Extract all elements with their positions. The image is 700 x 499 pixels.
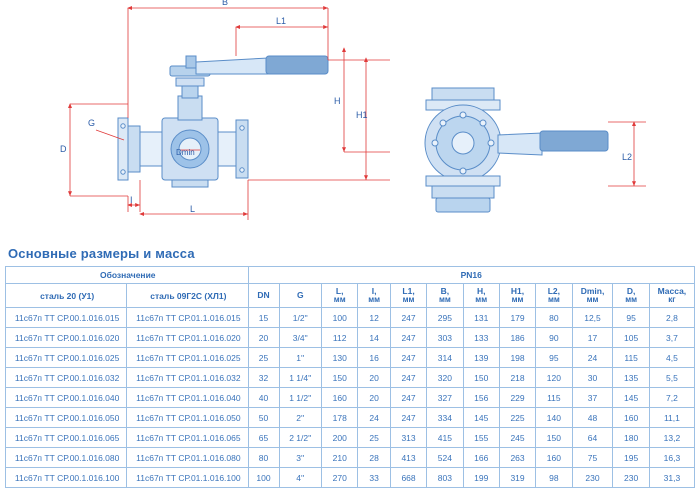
cell-i: 24 [358,408,391,428]
table-header-row-columns [6,284,695,308]
cell-dmin: 64 [572,428,613,448]
header-col-b [427,284,463,308]
cell-h1: 263 [499,448,535,468]
cell-h: 145 [463,408,499,428]
cell-h: 133 [463,328,499,348]
cell-g: 1/2'' [279,308,322,328]
cell-d: 115 [613,348,649,368]
header-col-l [322,284,358,308]
cell-h: 166 [463,448,499,468]
cell-b: 803 [427,468,463,488]
cell-steel20: 11с67п ТТ СР.00.1.016.025 [6,348,127,368]
cell-l: 150 [322,368,358,388]
technical-drawing [0,0,700,235]
cell-l1: 247 [390,388,426,408]
cell-h: 131 [463,308,499,328]
cell-dn: 15 [248,308,279,328]
cell-l2: 160 [536,448,572,468]
cell-b: 295 [427,308,463,328]
cell-dn: 20 [248,328,279,348]
table-row [6,328,695,348]
cell-g: 4'' [279,468,322,488]
cell-l2: 150 [536,428,572,448]
cell-i: 28 [358,448,391,468]
table-body [6,308,695,488]
header-unit-l2: мм [547,294,560,304]
cell-l: 270 [322,468,358,488]
cell-b: 303 [427,328,463,348]
cell-i: 20 [358,368,391,388]
cell-steel20: 11с67п ТТ СР.00.1.016.020 [6,328,127,348]
cell-steel09g2s: 11с67п ТТ СР.01.1.016.020 [127,328,248,348]
cell-h1: 319 [499,468,535,488]
cell-steel20: 11с67п ТТ СР.00.1.016.050 [6,408,127,428]
cell-i: 20 [358,388,391,408]
cell-l2: 115 [536,388,572,408]
header-unit-l1: мм [402,294,415,304]
cell-l1: 668 [390,468,426,488]
cell-dmin: 17 [572,328,613,348]
cell-h: 199 [463,468,499,488]
cell-i: 16 [358,348,391,368]
cell-b: 320 [427,368,463,388]
header-sym-dn: DN [257,290,270,301]
dim-label-D: D [60,144,67,154]
cell-d: 180 [613,428,649,448]
cell-steel09g2s: 11с67п ТТ СР.01.1.016.032 [127,368,248,388]
cell-dmin: 37 [572,388,613,408]
page-title: Основные размеры и масса [8,246,195,261]
header-unit-d: мм [625,294,638,304]
cell-b: 314 [427,348,463,368]
dim-label-G: G [88,118,96,128]
cell-dmin: 24 [572,348,613,368]
cell-d: 95 [613,308,649,328]
cell-b: 415 [427,428,463,448]
cell-h1: 186 [499,328,535,348]
header-unit-l: мм [333,294,346,304]
header-col-i [358,284,391,308]
cell-g: 3'' [279,448,322,468]
dim-label-H: H [334,96,341,106]
cell-d: 195 [613,448,649,468]
cell-steel20: 11с67п ТТ СР.00.1.016.080 [6,448,127,468]
cell-l1: 247 [390,308,426,328]
cell-l1: 313 [390,428,426,448]
cell-l2: 80 [536,308,572,328]
cell-h1: 179 [499,308,535,328]
header-unit-h: мм [475,294,488,304]
header-sym-dmin: Dmin, [580,286,605,296]
header-unit-b: мм [438,294,451,304]
cell-dn: 40 [248,388,279,408]
cell-dn: 100 [248,468,279,488]
header-sym-l: L, [335,286,344,296]
table-row [6,468,695,488]
cell-h1: 225 [499,408,535,428]
cell-steel20: 11с67п ТТ СР.00.1.016.065 [6,428,127,448]
header-col-g [279,284,322,308]
cell-l2: 140 [536,408,572,428]
header-sym-i: I, [371,286,377,296]
cell-mass: 3,7 [649,328,694,348]
cell-l: 100 [322,308,358,328]
table-row [6,388,695,408]
header-col-dn [248,284,279,308]
cell-dmin: 30 [572,368,613,388]
table-header-row-group [6,267,695,284]
cell-h1: 198 [499,348,535,368]
header-pressure-group: PN16 [248,267,695,284]
header-sym-mass: Масса, [657,286,687,296]
cell-dn: 65 [248,428,279,448]
cell-i: 12 [358,308,391,328]
cell-l1: 247 [390,348,426,368]
cell-d: 230 [613,468,649,488]
cell-g: 1 1/4'' [279,368,322,388]
cell-steel20: 11с67п ТТ СР.00.1.016.100 [6,468,127,488]
cell-l: 160 [322,388,358,408]
cell-mass: 31,3 [649,468,694,488]
cell-d: 145 [613,388,649,408]
cell-steel09g2s: 11с67п ТТ СР.01.1.016.100 [127,468,248,488]
cell-l2: 98 [536,468,572,488]
cell-steel09g2s: 11с67п ТТ СР.01.1.016.025 [127,348,248,368]
cell-mass: 5,5 [649,368,694,388]
cell-b: 327 [427,388,463,408]
dim-label-B: B [222,0,229,7]
cell-dn: 80 [248,448,279,468]
header-unit-i: мм [368,294,381,304]
cell-dmin: 230 [572,468,613,488]
cell-mass: 11,1 [649,408,694,428]
cell-steel20: 11с67п ТТ СР.00.1.016.040 [6,388,127,408]
dim-label-L: L [190,204,196,214]
cell-i: 25 [358,428,391,448]
header-col-steel09g2s: сталь 09Г2С (ХЛ1) [127,284,248,308]
header-unit-mass: кг [668,294,676,304]
cell-steel20: 11с67п ТТ СР.00.1.016.032 [6,368,127,388]
header-col-h1 [499,284,535,308]
cell-l: 210 [322,448,358,468]
cell-l1: 247 [390,368,426,388]
cell-steel09g2s: 11с67п ТТ СР.01.1.016.080 [127,448,248,468]
cell-l: 178 [322,408,358,428]
cell-dn: 25 [248,348,279,368]
table-row [6,408,695,428]
header-sym-g: G [296,290,304,301]
cell-h: 150 [463,368,499,388]
cell-steel20: 11с67п ТТ СР.00.1.016.015 [6,308,127,328]
cell-l1: 413 [390,448,426,468]
table-row [6,448,695,468]
cell-mass: 4,5 [649,348,694,368]
table-row [6,348,695,368]
cell-i: 14 [358,328,391,348]
table-row [6,308,695,328]
cell-g: 1'' [279,348,322,368]
cell-steel09g2s: 11с67п ТТ СР.01.1.016.040 [127,388,248,408]
dimensions-table-wrapper [5,266,695,488]
cell-mass: 13,2 [649,428,694,448]
cell-l2: 90 [536,328,572,348]
cell-d: 105 [613,328,649,348]
cell-g: 1 1/2'' [279,388,322,408]
cell-l2: 120 [536,368,572,388]
dim-label-L2: L2 [622,152,633,162]
cell-mass: 7,2 [649,388,694,408]
header-col-l1 [390,284,426,308]
header-col-h [463,284,499,308]
cell-i: 33 [358,468,391,488]
dim-label-H1: H1 [356,110,368,120]
cell-l1: 247 [390,408,426,428]
cell-steel09g2s: 11с67п ТТ СР.01.1.016.015 [127,308,248,328]
header-col-mass [649,284,694,308]
dim-label-Dmin: Dmin [176,148,195,157]
cell-g: 2'' [279,408,322,428]
cell-l: 112 [322,328,358,348]
cell-d: 135 [613,368,649,388]
cell-d: 160 [613,408,649,428]
header-col-d [613,284,649,308]
dimensions-table [5,266,695,488]
dim-label-I: I [130,195,133,205]
cell-l: 200 [322,428,358,448]
dim-label-L1: L1 [276,16,287,26]
header-sym-h: H, [476,286,486,296]
cell-mass: 16,3 [649,448,694,468]
cell-g: 2 1/2'' [279,428,322,448]
cell-l1: 247 [390,328,426,348]
cell-dmin: 48 [572,408,613,428]
cell-h: 156 [463,388,499,408]
cell-l2: 95 [536,348,572,368]
header-designation: Обозначение [6,267,249,284]
cell-l: 130 [322,348,358,368]
header-unit-dmin: мм [586,294,599,304]
header-sym-h1: H1, [510,286,525,296]
header-col-dmin [572,284,613,308]
header-sym-l2: L2, [547,286,560,296]
cell-steel09g2s: 11с67п ТТ СР.01.1.016.065 [127,428,248,448]
cell-dn: 50 [248,408,279,428]
cell-h1: 245 [499,428,535,448]
cell-dmin: 12,5 [572,308,613,328]
cell-g: 3/4'' [279,328,322,348]
cell-h: 139 [463,348,499,368]
cell-b: 524 [427,448,463,468]
cell-b: 334 [427,408,463,428]
cell-h1: 218 [499,368,535,388]
header-sym-d: D, [626,286,636,296]
table-row [6,428,695,448]
table-row [6,368,695,388]
cell-steel09g2s: 11с67п ТТ СР.01.1.016.050 [127,408,248,428]
cell-h1: 229 [499,388,535,408]
header-unit-h1: мм [511,294,524,304]
cell-mass: 2,8 [649,308,694,328]
cell-h: 155 [463,428,499,448]
header-col-steel20: сталь 20 (У1) [6,284,127,308]
cell-dn: 32 [248,368,279,388]
header-sym-l1: L1, [402,286,415,296]
header-col-l2 [536,284,572,308]
cell-dmin: 75 [572,448,613,468]
header-sym-b: B, [440,286,450,296]
